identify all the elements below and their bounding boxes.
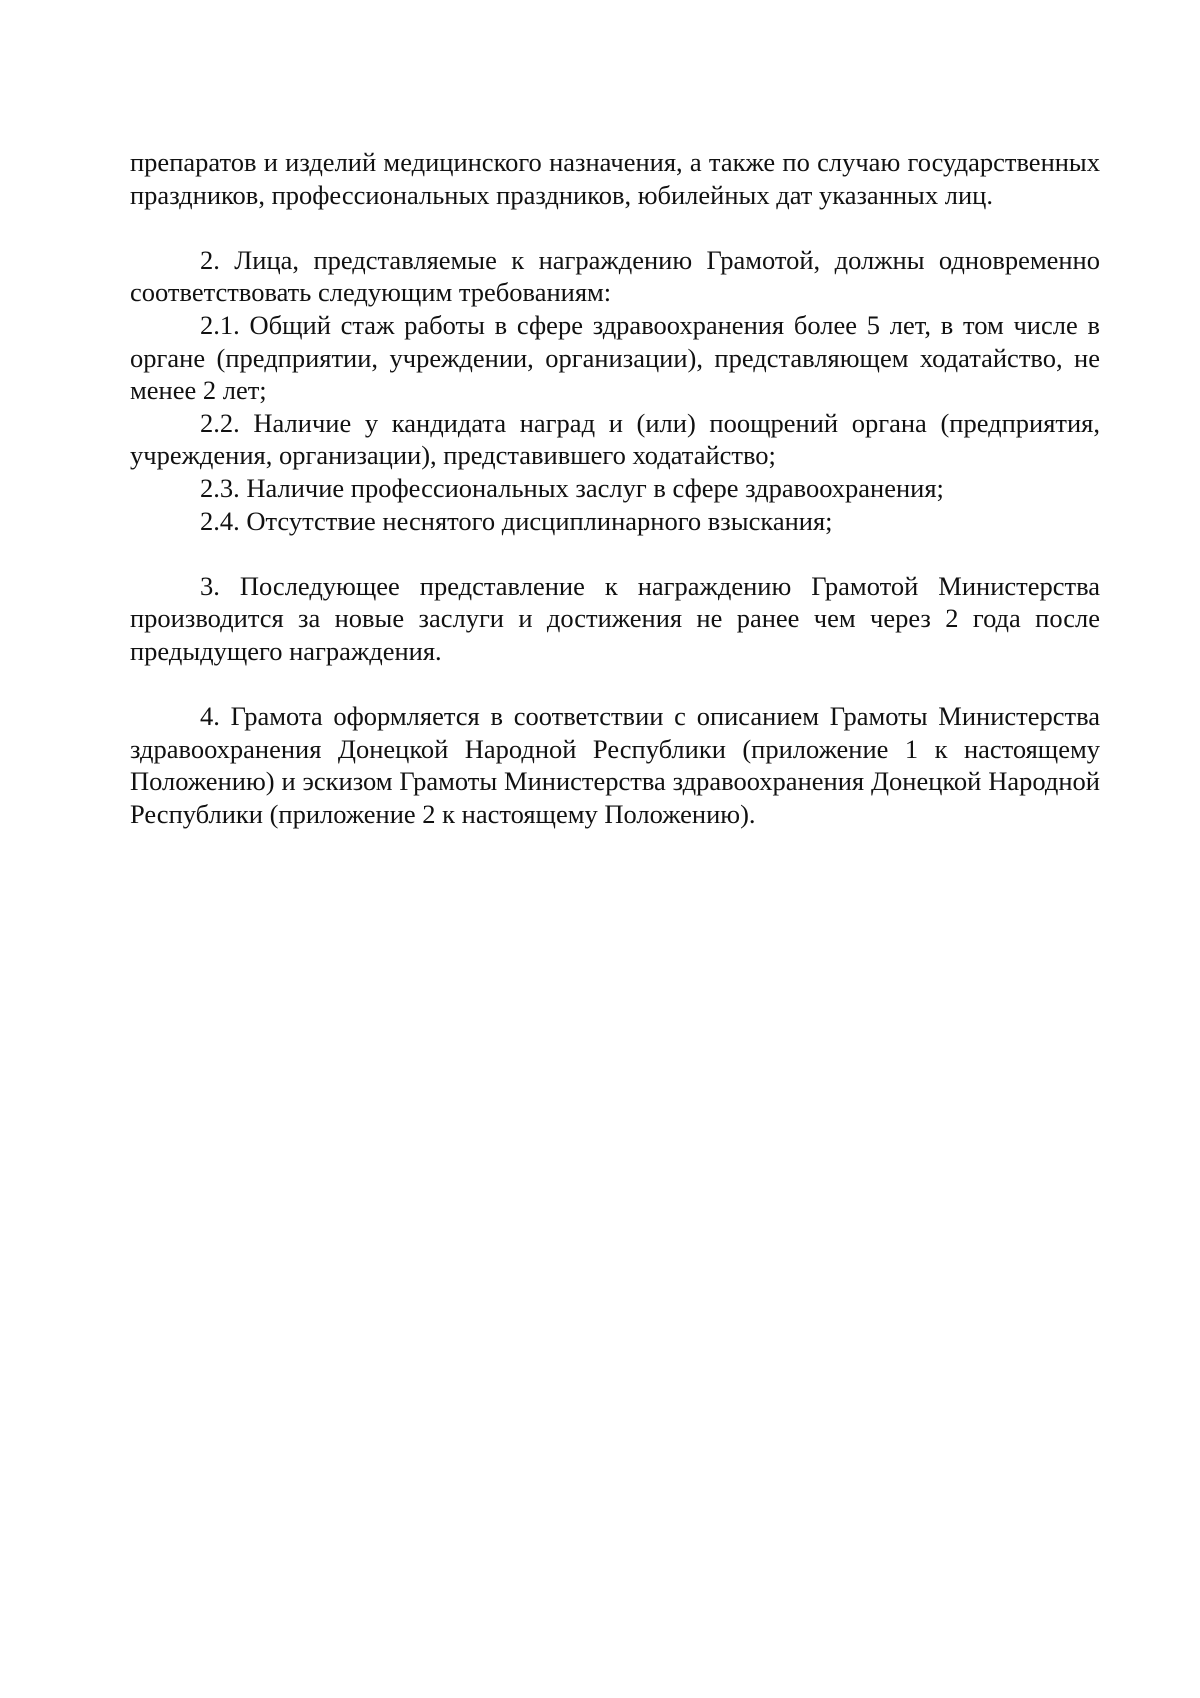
paragraph-2-4: 2.4. Отсутствие неснятого дисциплинарного взыскания; [200,505,833,536]
paragraph-2-3: 2.3. Наличие профессиональных заслуг в сфере здравоохранения; [200,472,944,503]
document-body [130,146,1100,830]
paragraph-2-1: 2.1. Общий стаж работы в сфере здравоохранения более 5 лет, в том числе в органе (предприятии, учреждении, организации), представляющем ходатайство, не менее 2 лет; [130,309,1100,406]
paragraph-4: 4. Грамота оформляется в соответствии с описанием Грамоты Министерства здравоохранения Донецкой Народной Республики (приложение 1 к настоящему Положению) и эскизом Грамоты Министерства здравоохранения Донецкой Народной Республики (приложение 2 к настоящему Положению). [130,701,1100,829]
paragraph-continuation: препаратов и изделий медицинского назначения, а также по случаю государственных праздников, профессиональных праздников, юбилейных дат указанных лиц. [130,147,1100,210]
paragraph-2-2: 2.2. Наличие у кандидата наград и (или) поощрений органа (предприятия, учреждения, организации), представившего ходатайство; [130,407,1100,471]
paragraph-3: 3. Последующее представление к награждению Грамотой Министерства производится за новые заслуги и достижения не ранее чем через 2 года после предыдущего награждения. [130,570,1100,666]
paragraph-2: 2. Лица, представляемые к награждению Грамотой, должны одновременно соответствовать следующим требованиям: [130,244,1100,308]
